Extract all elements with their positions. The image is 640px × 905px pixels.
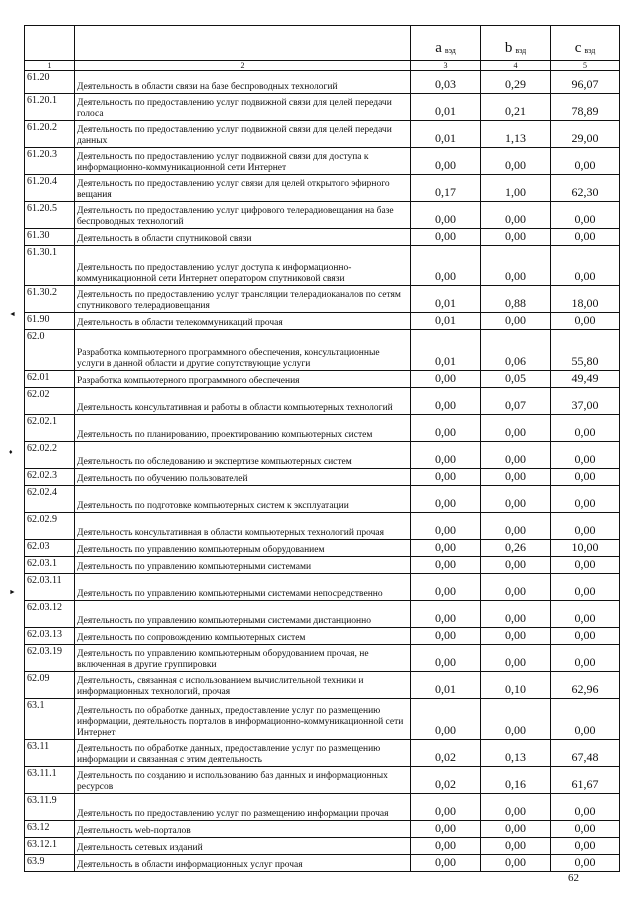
value-b: 0,05	[481, 371, 551, 388]
table-row	[25, 557, 620, 574]
activity-code: 61.30	[25, 229, 75, 246]
value-a: 0,00	[411, 202, 481, 229]
value-b: 0,00	[481, 442, 551, 469]
value-b: 0,06	[481, 330, 551, 371]
value-c: 49,49	[551, 371, 620, 388]
value-b: 0,00	[481, 148, 551, 175]
value-a: 0,00	[411, 246, 481, 286]
table-row	[25, 148, 620, 175]
activity-description: Деятельность консультативная и работы в области компьютерных технологий	[75, 388, 411, 415]
value-c: 0,00	[551, 148, 620, 175]
table-row	[25, 767, 620, 794]
table-row	[25, 469, 620, 486]
value-c: 96,07	[551, 71, 620, 94]
value-a: 0,02	[411, 740, 481, 767]
value-a: 0,02	[411, 767, 481, 794]
value-b: 0,00	[481, 486, 551, 513]
value-a: 0,00	[411, 469, 481, 486]
table-row	[25, 628, 620, 645]
activity-description: Деятельность по подготовке компьютерных систем к эксплуатации	[75, 486, 411, 513]
header-code-cell	[25, 26, 75, 61]
value-a: 0,17	[411, 175, 481, 202]
value-a: 0,00	[411, 699, 481, 740]
activity-description: Деятельность по предоставлению услуг трансляции телерадиоканалов по сетям спутникового телерадиовещания	[75, 286, 411, 313]
table-row	[25, 415, 620, 442]
value-b: 0,10	[481, 672, 551, 699]
activity-code: 62.09	[25, 672, 75, 699]
value-a: 0,01	[411, 286, 481, 313]
activity-description: Деятельность сетевых изданий	[75, 838, 411, 855]
value-c: 0,00	[551, 574, 620, 601]
table-row	[25, 202, 620, 229]
activity-code: 62.03.13	[25, 628, 75, 645]
activity-code: 62.0	[25, 330, 75, 371]
table-row	[25, 313, 620, 330]
value-b: 0,00	[481, 601, 551, 628]
activity-code: 62.03.1	[25, 557, 75, 574]
value-b: 0,00	[481, 821, 551, 838]
value-c: 62,30	[551, 175, 620, 202]
activity-code: 62.02.1	[25, 415, 75, 442]
value-c: 0,00	[551, 246, 620, 286]
activity-description: Деятельность в области связи на базе беспроводных технологий	[75, 71, 411, 94]
header-a: a $_{вэд}$	[411, 26, 481, 61]
value-c: 0,00	[551, 442, 620, 469]
activity-description: Деятельность в области спутниковой связи	[75, 229, 411, 246]
value-b: 0,07	[481, 388, 551, 415]
activity-description: Деятельность по управлению компьютерным оборудованием прочая, не включенная в другие группировки	[75, 645, 411, 672]
table-row	[25, 388, 620, 415]
value-b: 0,29	[481, 71, 551, 94]
value-a: 0,00	[411, 855, 481, 872]
value-c: 0,00	[551, 513, 620, 540]
activity-description: Деятельность по обработке данных, предоставление услуг по размещению информации и связанная с этим деятельность	[75, 740, 411, 767]
value-b: 0,00	[481, 513, 551, 540]
activity-code: 61.30.1	[25, 246, 75, 286]
activity-description: Деятельность по предоставлению услуг цифрового телерадиовещания на базе беспроводных технологий	[75, 202, 411, 229]
value-b: 0,00	[481, 855, 551, 872]
value-c: 0,00	[551, 821, 620, 838]
activity-description: Деятельность по управлению компьютерным оборудованием	[75, 540, 411, 557]
table-row	[25, 229, 620, 246]
value-a: 0,00	[411, 148, 481, 175]
table-row	[25, 286, 620, 313]
table-row	[25, 740, 620, 767]
activity-description: Деятельность в области телекоммуникаций прочая	[75, 313, 411, 330]
table-row	[25, 71, 620, 94]
value-b: 0,00	[481, 794, 551, 821]
activity-code: 62.02	[25, 388, 75, 415]
value-c: 0,00	[551, 486, 620, 513]
value-a: 0,00	[411, 838, 481, 855]
column-number: 1	[25, 61, 75, 71]
activity-code: 62.03.11	[25, 574, 75, 601]
value-c: 29,00	[551, 121, 620, 148]
value-a: 0,00	[411, 486, 481, 513]
value-b: 1,00	[481, 175, 551, 202]
binding-mark: ►	[9, 588, 16, 596]
table-row	[25, 855, 620, 872]
activity-description: Деятельность по предоставлению услуг доступа к информационно-коммуникационной сети Интернет оператором спутниковой связи	[75, 246, 411, 286]
activity-description: Деятельность по планированию, проектированию компьютерных систем	[75, 415, 411, 442]
table-row	[25, 838, 620, 855]
activity-code: 61.90	[25, 313, 75, 330]
activity-code: 61.20.4	[25, 175, 75, 202]
activity-code: 63.11.9	[25, 794, 75, 821]
value-b: 0,00	[481, 313, 551, 330]
table-row	[25, 371, 620, 388]
value-c: 0,00	[551, 794, 620, 821]
value-b: 0,00	[481, 557, 551, 574]
value-a: 0,01	[411, 94, 481, 121]
value-c: 0,00	[551, 229, 620, 246]
value-c: 0,00	[551, 469, 620, 486]
table-row	[25, 645, 620, 672]
value-a: 0,00	[411, 388, 481, 415]
table-row	[25, 330, 620, 371]
activity-code: 61.20.1	[25, 94, 75, 121]
value-a: 0,00	[411, 371, 481, 388]
activity-description: Деятельность по управлению компьютерными системами	[75, 557, 411, 574]
activity-description: Деятельность по обучению пользователей	[75, 469, 411, 486]
activity-code: 63.12	[25, 821, 75, 838]
table-row	[25, 699, 620, 740]
table-row	[25, 513, 620, 540]
activity-code: 63.12.1	[25, 838, 75, 855]
activity-description: Деятельность, связанная с использованием вычислительной техники и информационных технологий, прочая	[75, 672, 411, 699]
value-c: 55,80	[551, 330, 620, 371]
value-c: 0,00	[551, 313, 620, 330]
value-c: 0,00	[551, 855, 620, 872]
value-b: 0,00	[481, 202, 551, 229]
activity-description: Деятельность в области информационных услуг прочая	[75, 855, 411, 872]
table-row	[25, 442, 620, 469]
activity-description: Деятельность по обследованию и экспертизе компьютерных систем	[75, 442, 411, 469]
value-a: 0,00	[411, 229, 481, 246]
value-a: 0,01	[411, 672, 481, 699]
activity-code: 63.1	[25, 699, 75, 740]
activity-description: Деятельность по предоставлению услуг связи для целей открытого эфирного вещания	[75, 175, 411, 202]
value-a: 0,03	[411, 71, 481, 94]
activity-description: Деятельность по сопровождению компьютерных систем	[75, 628, 411, 645]
column-number: 2	[75, 61, 411, 71]
value-a: 0,01	[411, 121, 481, 148]
activity-code: 62.03.19	[25, 645, 75, 672]
activity-code: 61.30.2	[25, 286, 75, 313]
header-desc-cell	[75, 26, 411, 61]
value-a: 0,00	[411, 821, 481, 838]
activity-code: 63.11.1	[25, 767, 75, 794]
activity-description: Деятельность по предоставлению услуг подвижной связи для целей передачи данных	[75, 121, 411, 148]
value-b: 0,21	[481, 94, 551, 121]
value-a: 0,00	[411, 415, 481, 442]
value-c: 0,00	[551, 628, 620, 645]
header-b: b $_{вэд}$	[481, 26, 551, 61]
value-c: 0,00	[551, 202, 620, 229]
value-b: 0,00	[481, 229, 551, 246]
activity-description: Деятельность по предоставлению услуг подвижной связи для доступа к информационно-коммуникационной сети Интернет	[75, 148, 411, 175]
value-b: 0,00	[481, 574, 551, 601]
table-row	[25, 486, 620, 513]
value-b: 0,00	[481, 246, 551, 286]
value-b: 0,00	[481, 469, 551, 486]
activity-description: Деятельность по созданию и использованию баз данных и информационных ресурсов	[75, 767, 411, 794]
activity-description: Деятельность по обработке данных, предоставление услуг по размещению информации, деятельность порталов в информационно-коммуникационной сети Интернет	[75, 699, 411, 740]
value-a: 0,00	[411, 628, 481, 645]
table-row	[25, 601, 620, 628]
value-c: 61,67	[551, 767, 620, 794]
activity-description: Разработка компьютерного программного обеспечения	[75, 371, 411, 388]
value-b: 1,13	[481, 121, 551, 148]
value-c: 10,00	[551, 540, 620, 557]
value-a: 0,00	[411, 574, 481, 601]
value-c: 0,00	[551, 601, 620, 628]
activity-code: 63.9	[25, 855, 75, 872]
table-row	[25, 821, 620, 838]
value-a: 0,00	[411, 645, 481, 672]
value-b: 0,00	[481, 838, 551, 855]
value-c: 0,00	[551, 415, 620, 442]
value-a: 0,00	[411, 601, 481, 628]
activity-description: Деятельность по предоставлению услуг подвижной связи для целей передачи голоса	[75, 94, 411, 121]
value-a: 0,01	[411, 330, 481, 371]
activity-code: 63.11	[25, 740, 75, 767]
value-a: 0,00	[411, 794, 481, 821]
table-row	[25, 246, 620, 286]
table-row	[25, 672, 620, 699]
activity-description: Разработка компьютерного программного обеспечения, консультационные услуги в данной области и другие сопутствующие услуги	[75, 330, 411, 371]
value-c: 62,96	[551, 672, 620, 699]
activity-description: Деятельность по предоставлению услуг по размещению информации прочая	[75, 794, 411, 821]
activity-code: 62.02.4	[25, 486, 75, 513]
value-c: 67,48	[551, 740, 620, 767]
column-number: 4	[481, 61, 551, 71]
activity-description: Деятельность по управлению компьютерными системами дистанционно	[75, 601, 411, 628]
value-a: 0,00	[411, 513, 481, 540]
column-number: 5	[551, 61, 620, 71]
activity-coefficients-table	[24, 25, 620, 872]
activity-code: 61.20.5	[25, 202, 75, 229]
activity-description: Деятельность web-порталов	[75, 821, 411, 838]
binding-mark: ♦	[9, 448, 13, 456]
value-a: 0,00	[411, 540, 481, 557]
activity-code: 62.02.9	[25, 513, 75, 540]
value-c: 0,00	[551, 645, 620, 672]
table-row	[25, 574, 620, 601]
binding-mark: ◄	[9, 310, 16, 318]
column-number-row	[25, 61, 620, 71]
activity-code: 62.01	[25, 371, 75, 388]
value-c: 37,00	[551, 388, 620, 415]
value-c: 18,00	[551, 286, 620, 313]
table-row	[25, 175, 620, 202]
table-row	[25, 121, 620, 148]
activity-description: Деятельность консультативная в области компьютерных технологий прочая	[75, 513, 411, 540]
value-a: 0,00	[411, 557, 481, 574]
value-b: 0,00	[481, 628, 551, 645]
value-b: 0,26	[481, 540, 551, 557]
table-row	[25, 540, 620, 557]
value-b: 0,00	[481, 699, 551, 740]
value-b: 0,00	[481, 645, 551, 672]
activity-code: 62.03	[25, 540, 75, 557]
activity-code: 61.20	[25, 71, 75, 94]
table-row	[25, 94, 620, 121]
activity-description: Деятельность по управлению компьютерными системами непосредственно	[75, 574, 411, 601]
value-b: 0,00	[481, 415, 551, 442]
value-a: 0,01	[411, 313, 481, 330]
value-c: 78,89	[551, 94, 620, 121]
activity-code: 62.03.12	[25, 601, 75, 628]
value-b: 0,13	[481, 740, 551, 767]
header-row	[25, 26, 620, 61]
value-b: 0,16	[481, 767, 551, 794]
value-c: 0,00	[551, 557, 620, 574]
value-a: 0,00	[411, 442, 481, 469]
activity-code: 61.20.2	[25, 121, 75, 148]
activity-code: 62.02.2	[25, 442, 75, 469]
value-c: 0,00	[551, 838, 620, 855]
value-b: 0,88	[481, 286, 551, 313]
value-c: 0,00	[551, 699, 620, 740]
activity-code: 62.02.3	[25, 469, 75, 486]
column-number: 3	[411, 61, 481, 71]
header-c: c $_{вэд}$	[551, 26, 620, 61]
page-number: 62	[568, 872, 579, 884]
activity-code: 61.20.3	[25, 148, 75, 175]
table-row	[25, 794, 620, 821]
